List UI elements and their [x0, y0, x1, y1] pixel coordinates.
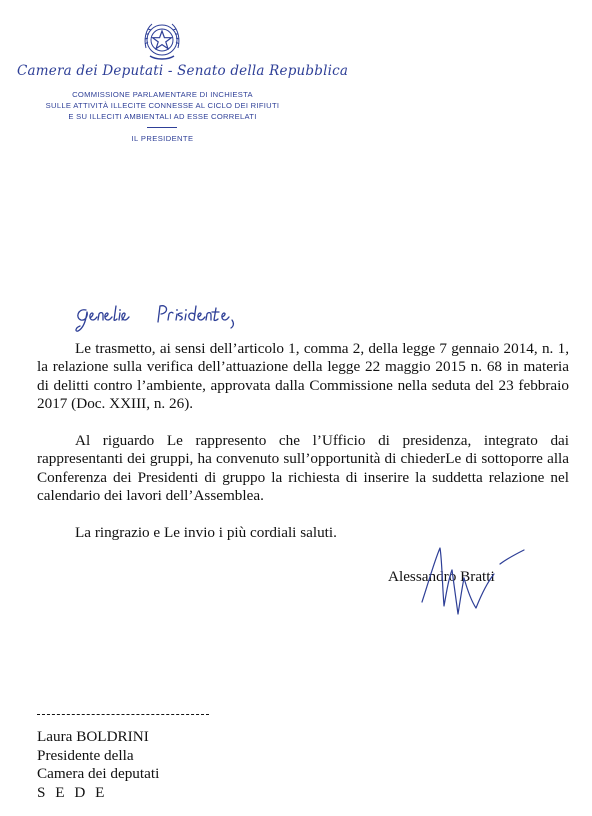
closing-paragraph: La ringrazio e Le invio i più cordiali saluti.	[75, 524, 337, 541]
header-divider	[147, 127, 177, 128]
recipient-block	[37, 728, 159, 802]
commission-name	[24, 89, 301, 122]
recipient-name: Laura BOLDRINI	[37, 728, 149, 745]
commission-line: E SU ILLECITI AMBIENTALI AD ESSE CORRELATI	[68, 112, 257, 121]
signer-name: Alessandro Bratti	[388, 568, 495, 585]
body-paragraph: Le trasmetto, ai sensi dell’articolo 1, comma 2, della legge 7 gennaio 2014, n. 1, la relazione sulla verifica dell’attuazione della legge 22 maggio 2015 n. 68 in materia di delitti contro l’ambiente, approvata dalla Commissione nella seduta del 23 febbraio 2017 (Doc. XXIII, n. 26).	[37, 340, 569, 412]
commission-line: SULLE ATTIVITÀ ILLECITE CONNESSE AL CICLO DEI RIFIUTI	[45, 101, 280, 110]
handwritten-signature	[418, 540, 528, 620]
recipient-institution: Camera dei deputati	[37, 765, 160, 782]
body-paragraph: Al riguardo Le rappresento che l’Ufficio di presidenza, integrato dai rappresentanti dei gruppi, ha convenuto sull’opportunità di chiederLe di sottoporre alla Conferenza dei Presidenti di gruppo la richiesta di inserire la suddetta relazione nel calendario dei lavori dell’Assemblea.	[37, 432, 569, 504]
italian-republic-emblem-icon	[140, 18, 184, 64]
recipient-title: Presidente della	[37, 746, 134, 764]
commission-line: COMMISSIONE PARLAMENTARE DI INCHIESTA	[72, 90, 253, 99]
letterhead-title: Camera dei Deputati - Senato della Repubblica	[17, 63, 349, 79]
role-label: IL PRESIDENTE	[131, 134, 194, 143]
handwritten-salutation	[72, 296, 272, 336]
recipient-location: S E D E	[37, 783, 108, 801]
recipient-separator	[37, 714, 209, 715]
